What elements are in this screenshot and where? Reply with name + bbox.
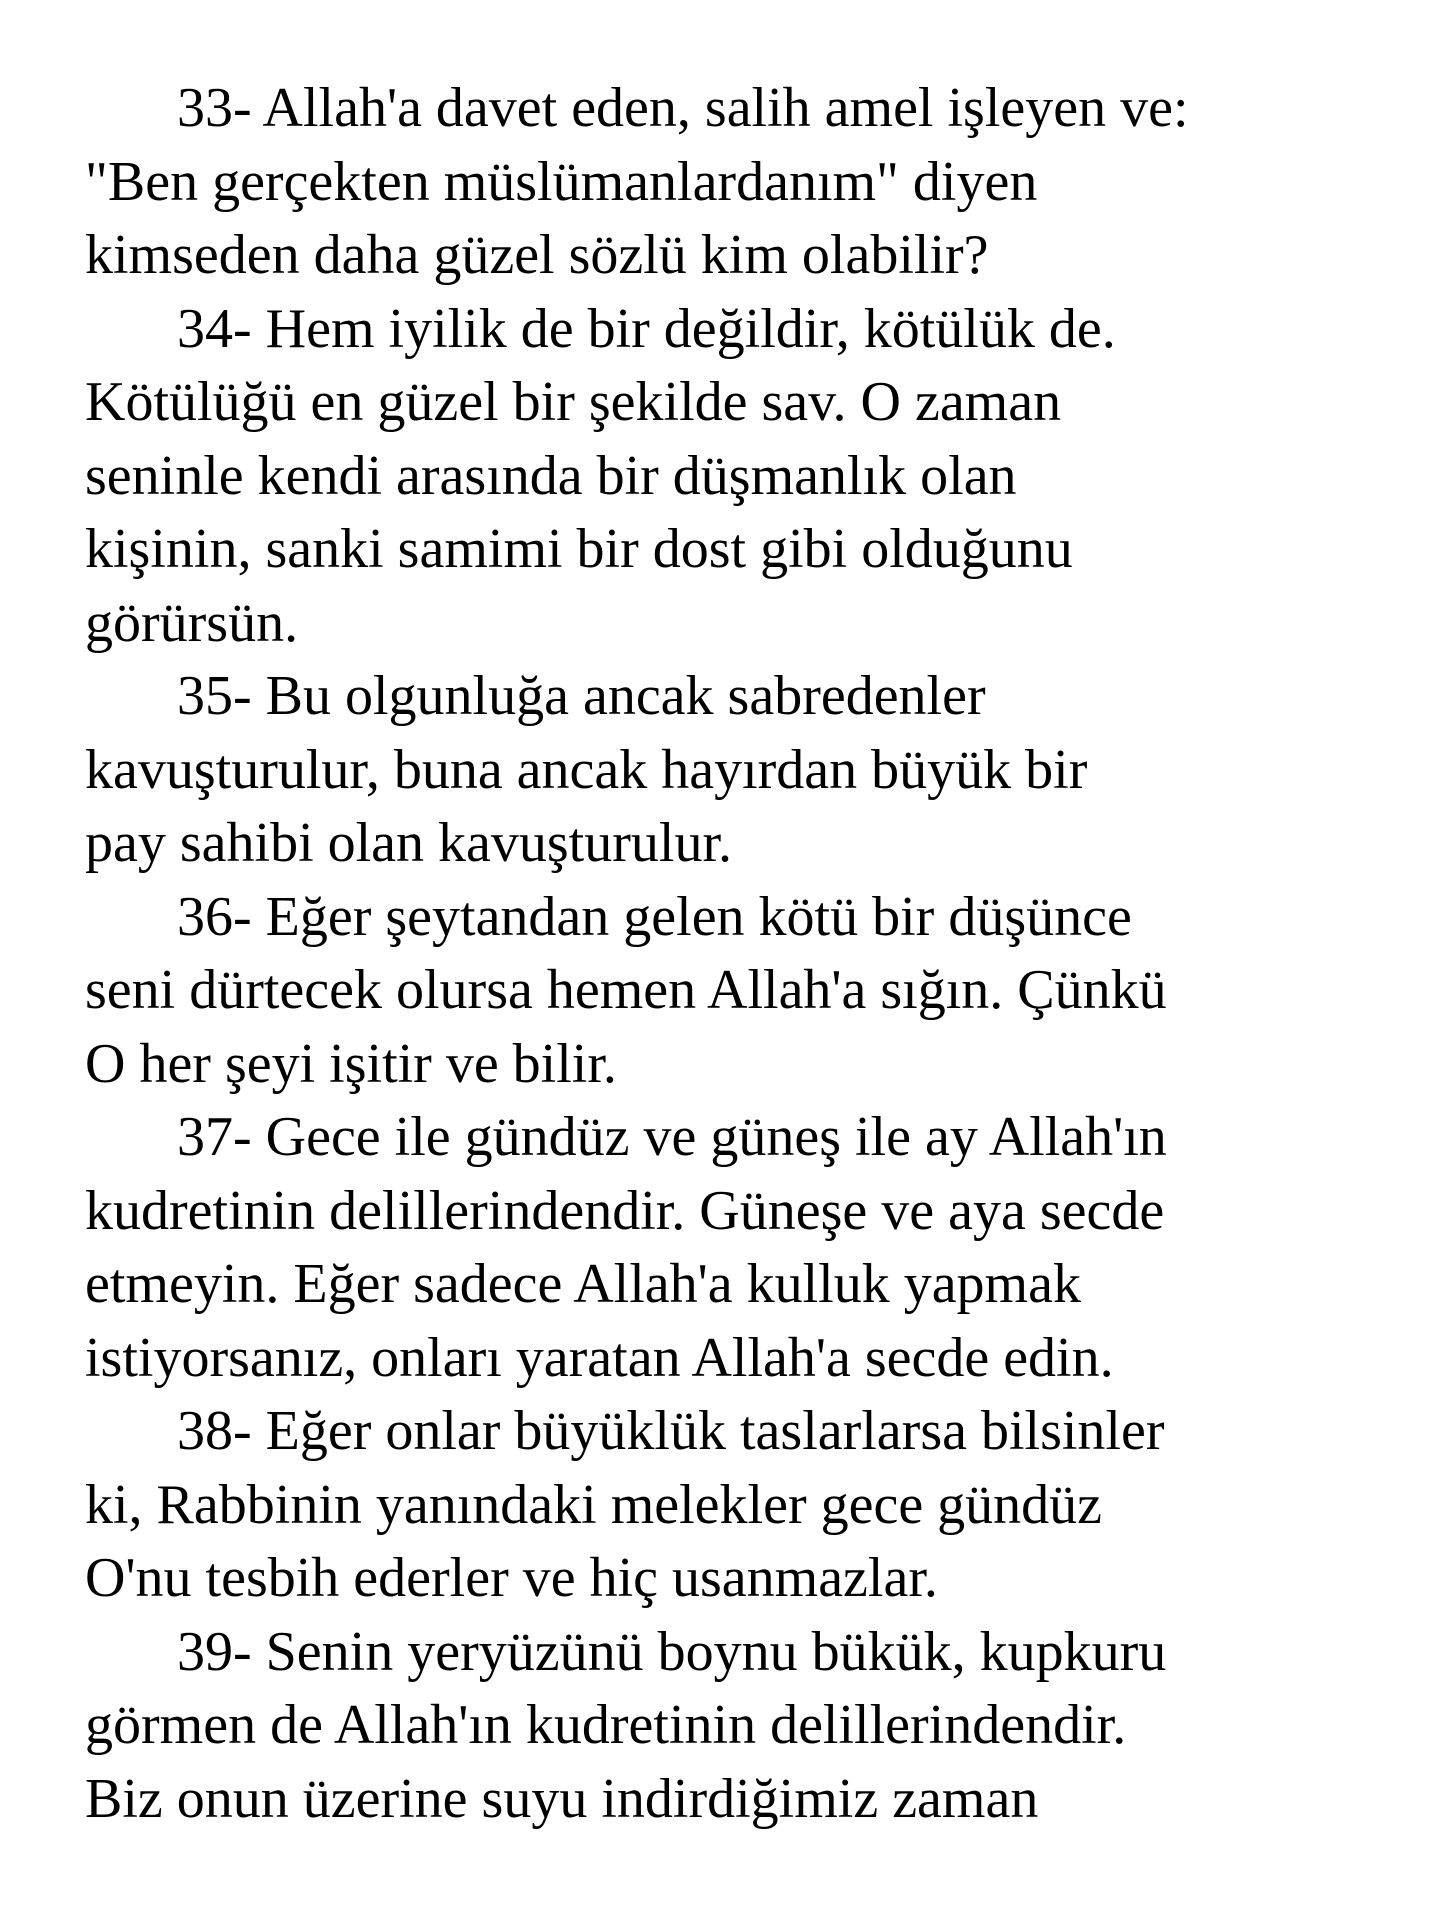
verse-start-line: 35- Bu olgunluğa ancak sabredenler (177, 665, 986, 727)
text-line: kudretinin delillerindendir. Güneşe ve aya secde (85, 1179, 1165, 1242)
text-line: etmeyin. Eğer sadece Allah'a kulluk yapmak (85, 1253, 1081, 1315)
text-line: "Ben gerçekten müslümanlardanım" diyen (85, 150, 1038, 213)
text-line: kimseden daha güzel sözlü kim olabilir? (85, 224, 989, 286)
verse-start-line: 39- Senin yeryüzünü boynu bükük, kupkuru (177, 1620, 1167, 1683)
verse-start-line: 33- Allah'a davet eden, salih amel işleyen ve: (177, 77, 1189, 139)
text-line: görmen de Allah'ın kudretinin delillerindendir. (85, 1694, 1127, 1756)
text-line: kişinin, sanki samimi bir dost gibi olduğunu (85, 518, 1073, 580)
verse-start-line: 36- Eğer şeytandan gelen kötü bir düşünce (177, 885, 1132, 948)
text-line: O'nu tesbih ederler ve hiç usanmazlar. (85, 1547, 938, 1609)
text-line: ki, Rabbinin yanındaki melekler gece gündüz (85, 1473, 1103, 1536)
document-page (85, 72, 1405, 1836)
verse-start-line: 34- Hem iyilik de bir değildir, kötülük de. (177, 297, 1116, 360)
text-line: O her şeyi işitir ve bilir. (85, 1032, 617, 1095)
verse-start-line: 37- Gece ile gündüz ve güneş ile ay Allah'ın (177, 1106, 1167, 1168)
text-line: pay sahibi olan kavuşturulur. (85, 812, 733, 874)
verse-start-line: 38- Eğer onlar büyüklük taslarlarsa bilsinler (177, 1400, 1165, 1462)
text-line: Biz onun üzerine suyu indirdiğimiz zaman (85, 1767, 1039, 1830)
text-line: seninle kendi arasında bir düşmanlık olan (85, 444, 1017, 507)
text-line: seni dürtecek olursa hemen Allah'a sığın. Çünkü (85, 959, 1167, 1021)
text-line: Kötülüğü en güzel bir şekilde sav. O zaman (85, 371, 1062, 433)
text-line: kavuşturulur, buna ancak hayırdan büyük bir (85, 738, 1088, 801)
text-line: istiyorsanız, onları yaratan Allah'a secde edin. (85, 1326, 1114, 1389)
text-line: görürsün. (85, 591, 299, 654)
